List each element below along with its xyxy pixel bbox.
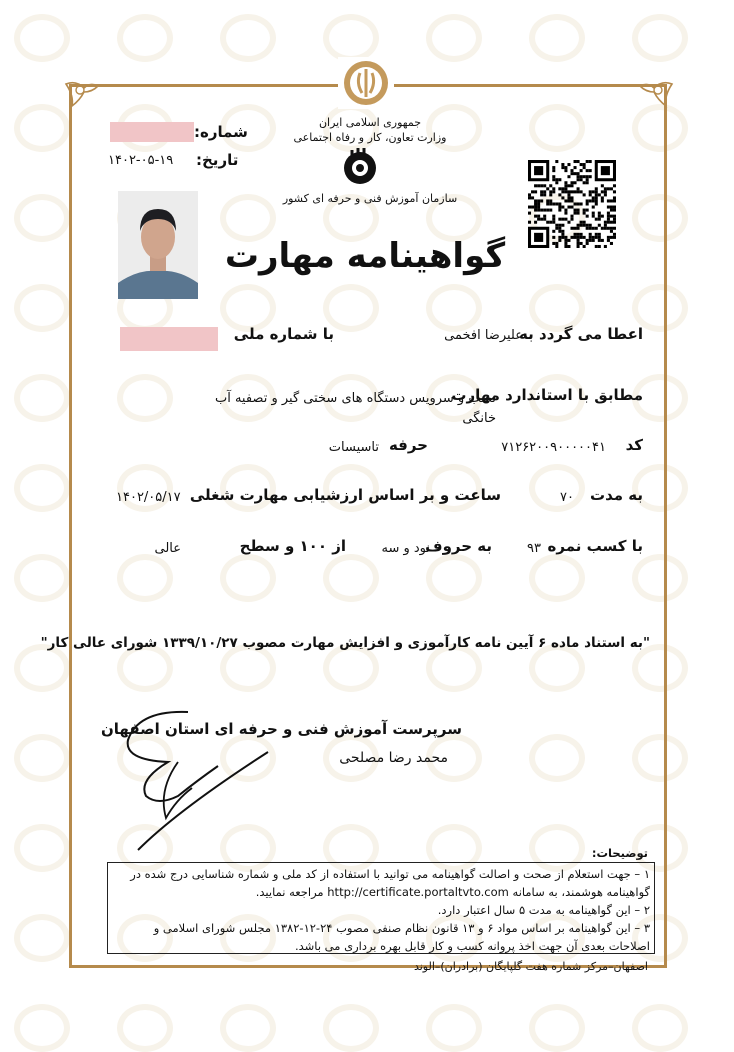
watermark-logo-icon [529, 1004, 585, 1052]
header-organization: سازمان آموزش فنی و حرفه ای کشور [282, 192, 458, 205]
watermark-logo-icon [14, 1004, 70, 1052]
watermark-logo-icon [14, 734, 70, 782]
date-value: ۱۴۰۲-۰۵-۱۹ [108, 153, 174, 168]
level-value: عالی [154, 541, 181, 556]
signatory-title: سرپرست آموزش فنی و حرفه ای استان اصفهان [100, 720, 462, 738]
note-item: ۱ – جهت استعلام از صحت و اصالت گواهینامه می توانید با استفاده از کد ملی و شماره شناسایی درج شده در گواهینامه هوشمند، به سامانه http://certificate.portaltvto.com مراجعه نمایید. [130, 867, 650, 899]
qr-code[interactable] [528, 160, 616, 248]
assessment-date: ۱۴۰۲/۰۵/۱۷ [116, 490, 181, 505]
national-id-redacted [120, 327, 218, 351]
watermark-logo-icon [426, 14, 482, 62]
words-label: به حروف [425, 537, 492, 555]
corner-ornament-icon [62, 78, 106, 112]
watermark-logo-icon [14, 194, 70, 242]
duration-suffix: ساعت و بر اساس ارزشیابی مهارت شغلی [189, 486, 501, 504]
watermark-logo-icon [14, 14, 70, 62]
tvto-logo-icon [340, 146, 380, 186]
watermark-logo-icon [117, 1004, 173, 1052]
duration-label: به مدت [590, 486, 643, 504]
watermark-logo-icon [632, 1004, 688, 1052]
number-label: شماره: [194, 123, 248, 141]
watermark-logo-icon [323, 14, 379, 62]
certificate-title: گواهینامه مهارت [224, 236, 506, 276]
recipient-name: علیرضا افخمی [444, 328, 523, 343]
duration-value: ۷۰ [560, 490, 574, 505]
watermark-logo-icon [220, 1004, 276, 1052]
watermark-logo-icon [426, 1004, 482, 1052]
score-label: با کسب نمره [547, 537, 643, 555]
watermark-logo-icon [632, 14, 688, 62]
score-value: ۹۳ [527, 541, 541, 556]
number-redacted [110, 122, 194, 142]
watermark-logo-icon [323, 1004, 379, 1052]
notes-box [107, 862, 655, 954]
trade-label: حرفه [388, 436, 428, 454]
note-item: ۳ – این گواهینامه بر اساس مواد ۶ و ۱۳ قانون نظام صنفی مصوب ۲۴-۱۲-۱۳۸۲ مجلس شورای اسلامی و اصلاحات بعدی آن جهت اخذ پروانه کسب و کار قابل بهره برداری می باشد. [153, 921, 650, 953]
signature-scribble-icon [118, 700, 278, 860]
legal-basis: "به استناد ماده ۶ آیین نامه کارآموزی و افزایش مهارت مصوب ۱۳۳۹/۱۰/۲۷ شورای عالی کار" [40, 635, 650, 651]
watermark-logo-icon [14, 374, 70, 422]
trade-value: تاسیسات [328, 440, 379, 455]
watermark-logo-icon [14, 554, 70, 602]
level-label: از ۱۰۰ و سطح [239, 537, 346, 555]
header-republic: جمهوری اسلامی ایران [318, 116, 422, 129]
watermark-logo-icon [117, 14, 173, 62]
footer-center: اصفهان–مرکز شماره هفت گلپایگان (برادران)–الوند [413, 960, 648, 973]
date-label: تاریخ: [196, 151, 239, 169]
standard-value: نصب و سرویس دستگاه های سختی گیر و تصفیه آب خانگی [214, 391, 496, 426]
watermark-logo-icon [529, 14, 585, 62]
watermark-logo-icon [14, 284, 70, 332]
signatory-name: محمد رضا مصلحی [339, 750, 448, 766]
header-ministry: وزارت تعاون، کار و رفاه اجتماعی [293, 131, 447, 144]
watermark-logo-icon [220, 14, 276, 62]
iran-emblem-icon [338, 57, 394, 109]
watermark-logo-icon [14, 464, 70, 512]
national-id-label: با شماره ملی [233, 325, 334, 343]
corner-ornament-icon [632, 78, 676, 112]
code-label: کد [625, 436, 643, 454]
note-item: ۲ – این گواهینامه به مدت ۵ سال اعتبار دارد. [437, 903, 650, 917]
watermark-logo-icon [14, 824, 70, 872]
awarded-label: اعطا می گردد به [519, 325, 643, 343]
watermark-logo-icon [14, 914, 70, 962]
words-value: نود و سه [381, 541, 430, 556]
standard-label: مطابق با استاندارد مهارت [451, 386, 643, 404]
recipient-photo [118, 191, 198, 299]
code-value: ۷۱۲۶۲۰۰۹۰۰۰۰۰۴۱ [501, 440, 606, 455]
watermark-logo-icon [14, 644, 70, 692]
notes-heading: توضیحات: [591, 846, 648, 860]
